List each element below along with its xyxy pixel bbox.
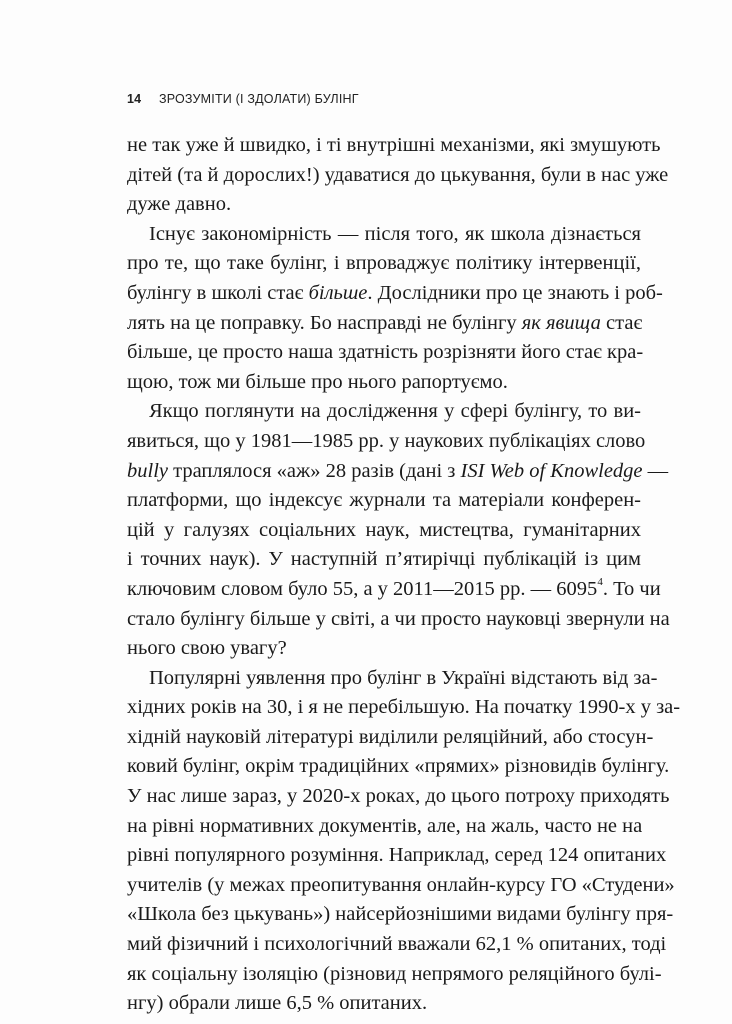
text-line (127, 457, 669, 487)
text-line: У нас лише зараз, у 2020-х роках, до цього потроху приходять (127, 785, 670, 808)
text-run: лять на це поправку. Бо насправді не булінгу (127, 311, 522, 334)
text-line: як соціальну ізоляцію (різновид непрямого реляційного булі- (127, 962, 662, 985)
text-line: хідних років на 30, і я не перебільшую. На початку 1990-х у за- (127, 696, 681, 719)
italic-term: bully (127, 459, 168, 482)
text-line: учителів (у межах преопитування онлайн-курсу ГО «Студени» (127, 873, 675, 896)
text-line (127, 575, 661, 605)
text-run: . То чи (602, 577, 661, 600)
text-line: нього свою увагу? (127, 637, 287, 660)
page-number: 14 (127, 92, 142, 106)
text-line: нгу) обрали лише 6,5 % опитаних. (127, 992, 428, 1015)
text-run: — (642, 459, 669, 482)
text-line: цій у галузях соціальних наук, мистецтва, гуманітарних (127, 518, 641, 541)
text-run: булінгу в школі стає (127, 281, 309, 304)
paragraph (127, 664, 681, 1019)
text-line: ковий булінг, окрім традиційних «прямих» різновидів булінгу. (127, 755, 670, 778)
text-line: дітей (та й дорослих!) удаватися до цькування, були в нас уже (127, 163, 669, 186)
text-run: траплялося «аж» 28 разів (дані з (168, 459, 461, 482)
text-run: ключовим словом було 55, а у 2011—2015 рр. — 6095 (127, 577, 598, 600)
running-header (127, 92, 359, 106)
text-line: не так уже й швидко, і ті внутрішні механізми, які змушують (127, 134, 661, 156)
text-line: більше, це просто наша здатність розрізняти його стає кра- (127, 341, 644, 364)
text-line: «Школа без цькувань») найсерйознішими видами булінгу пря- (127, 903, 674, 926)
text-line: хідній науковій літературі виділили реляційний, або стосун- (127, 725, 654, 748)
text-run: . Дослідники про це знають і роб- (367, 281, 663, 304)
text-run: стає (600, 311, 643, 334)
running-title: ЗРОЗУМІТИ (І ЗДОЛАТИ) БУЛІНГ (159, 92, 359, 106)
italic-emphasis: як явища (521, 311, 601, 334)
text-line: щою, тож ми більше про нього рапортуємо. (127, 370, 508, 393)
text-line: Існує закономірність — після того, як школа дізнається (149, 222, 641, 245)
text-line: явиться, що у 1981—1985 рр. у наукових публікаціях слово (127, 429, 646, 452)
text-line (127, 309, 641, 339)
paragraph (127, 131, 669, 220)
text-line: Якщо поглянути на дослідження у сфері булінгу, то ви- (149, 400, 641, 423)
text-line: Популярні уявлення про булінг в Україні відстають від за- (149, 666, 658, 689)
text-line: мий фізичний і психологічний вважали 62,1 % опитаних, тоді (127, 933, 667, 956)
text-line: і точних наук). У наступній п’ятирічці публікацій із цим (127, 548, 641, 571)
italic-emphasis: більше (308, 281, 368, 304)
text-line: про те, що таке булінг, і впроваджує політику інтервенції, (127, 252, 641, 275)
body-text (127, 131, 681, 1019)
text-line: дуже давно. (127, 193, 232, 216)
text-line: рівні популярного розуміння. Наприклад, серед 124 опитаних (127, 844, 667, 867)
text-line: стало булінгу більше у світі, а чи просто науковці звернули на (127, 607, 670, 630)
text-line: платформи, що індексує журнали та матеріали конферен- (127, 489, 641, 512)
footnote-marker: 4 (597, 576, 603, 589)
paragraph (127, 397, 670, 663)
paragraph (127, 220, 663, 398)
italic-source-name: ISI Web of Knowledge (460, 459, 643, 482)
text-line: на рівні нормативних документів, але, на жаль, часто не на (127, 814, 643, 837)
text-line (127, 279, 663, 309)
